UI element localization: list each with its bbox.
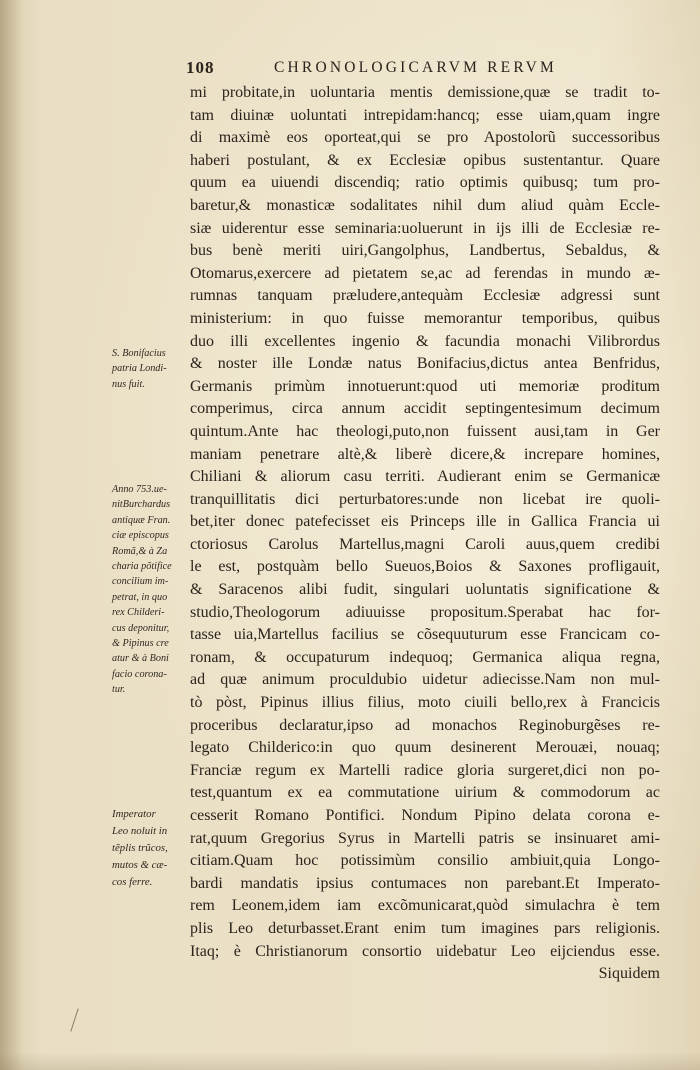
text-line: tasse uia,Martellus facilius se cõsequuturum esse Francicam co-: [190, 626, 660, 644]
text-line: test,quantum ex ea commutatione uirium & commodorum ac: [190, 784, 660, 802]
text-line: rat,quum Gregorius Syrus in Martelli patris se insinuaret ami-: [190, 829, 660, 847]
margin-note-bonifacius: [112, 346, 186, 392]
margin-note-line: cus deponitur,: [112, 622, 170, 634]
margin-note-line: antiquæ Fran.: [112, 514, 171, 526]
page-bottom-shade: [0, 1052, 700, 1070]
text-line: rem Leonem,idem iam excõmunicarat,quòd simulachra è tem: [190, 897, 660, 915]
margin-note-line: concilium im-: [112, 576, 169, 588]
margin-note-line: cos ferre.: [112, 876, 153, 888]
margin-note-line: atur & à Boni: [112, 653, 169, 665]
text-line: ctoriosus Carolus Martellus,magni Caroli auus,quem credibi: [190, 535, 660, 553]
text-line: tò pòst, Pipinus illius filius, moto ciuili bello,rex à Francicis: [190, 694, 660, 712]
text-line: cesserit Romano Pontifici. Nondum Pipino delata corona e-: [190, 807, 660, 824]
margin-note-line: S. Bonifacius: [112, 348, 166, 359]
running-head: CHRONOLOGICARVM RERVM: [274, 59, 558, 76]
text-line: le est, postquàm bello Sueuos,Boios & Saxones profligauit,: [190, 558, 660, 576]
text-line: Chiliani & aliorum casu territi. Audierant enim se Germanicæ: [190, 468, 660, 486]
margin-note-line: Anno 753.ue-: [112, 484, 167, 495]
text-line: bardi mandatis ipsius contumaces non parebant.Et Imperato-: [190, 874, 660, 892]
margin-note-line: Imperator: [112, 808, 156, 820]
margin-note-imperator-leo: [112, 806, 186, 891]
text-line: proceribus declaratur,ipso ad monachos Reginoburgẽses re-: [190, 716, 660, 734]
ink-mark: [70, 1008, 78, 1031]
text-line: Germanis primùm innotuerunt:quod uti memoriæ proditum: [190, 377, 660, 395]
main-text-block: [190, 82, 660, 986]
text-line: mi probitate,in uoluntaria mentis demissione,quæ se tradit to-: [190, 84, 660, 101]
text-line: & Saracenos alibi fudit, singulari uoluntatis significatione &: [190, 581, 660, 599]
text-line: ad quæ animum proculdubio uidetur adiecisse.Nam non mul-: [190, 671, 660, 689]
text-line: Itaq; è Christianorum consortio uidebatur Leo eijciendus esse.: [190, 942, 660, 960]
text-line: tranquillitatis dici perturbatores:unde non licebat ire quoli-: [190, 490, 660, 508]
text-line: haberi postulant, & ex Ecclesiæ opibus sustentantur. Quare: [190, 151, 660, 169]
text-line: plis Leo deturbasset.Erant enim tum imagines pars religionis.: [190, 919, 660, 937]
text-line: rumnas tanquam præludere,antequàm Ecclesiæ adgressi sunt: [190, 287, 660, 305]
margin-note-line: tur.: [112, 684, 126, 696]
text-line: tam diuinæ uoluntati intrepidam:hancq; esse uiam,quam ingre: [190, 106, 660, 124]
margin-note-line: rex Childeri-: [112, 607, 165, 619]
text-line: bet,iter donec patefecisset eis Princeps ille in Gallica Francia ui: [190, 513, 660, 531]
margin-note-line: Romã,& à Za: [112, 545, 168, 557]
text-line: siæ uiderentur esse seminaria:uoluerunt in ijs illi de Ecclesiæ re-: [190, 219, 660, 237]
text-line: di maximè eos oporteat,qui se pro Apostolorũ successoribus: [190, 129, 660, 147]
margin-note-line: ciæ episcopus: [112, 530, 169, 542]
text-line: Franciæ regum ex Martelli radice gloria surgeret,dici non po-: [190, 761, 660, 779]
text-line: Otomarus,exercere ad pietatem se,ac ad ferendas in mundo æ-: [190, 264, 660, 282]
text-line: studio,Theologorum adiuuisse propositum.Sperabat hac for-: [190, 603, 660, 621]
page-number: 108: [186, 58, 215, 77]
text-line: ronam, & occupaturum indequoq; Germanica aliqua regna,: [190, 648, 660, 666]
margin-note-line: petrat, in quo: [112, 591, 168, 603]
text-line: citiam.Quam hoc potissimùm consilio ambiuit,quia Longo-: [190, 852, 660, 870]
text-line: maniam penetrare altè,& liberè dicere,& increpare homines,: [190, 445, 660, 463]
margin-note-line: facio corona-: [112, 668, 167, 680]
text-line: quintum.Ante hac theologi,puto,non fuissent ausi,tam in Ger: [190, 422, 660, 440]
text-line: bus benè meriti uiri,Gangolphus, Landbertus, Sebaldus, &: [190, 242, 660, 260]
gutter-shadow: [0, 0, 22, 1070]
text-line: legato Childerico:in quo quum desinerent Merouæi, nouaq;: [190, 739, 660, 757]
text-line: baretur,& monasticæ sodalitates nihil dum aliud quàm Eccle-: [190, 196, 660, 214]
text-line: quum ea uiuendi discendiq; ratio optimis quibusq; tum pro-: [190, 174, 660, 192]
margin-note-line: Leo noluit in: [112, 825, 168, 837]
margin-note-line: tẽplis trũcos,: [112, 842, 168, 854]
margin-note-line: & Pipinus cre: [112, 638, 169, 650]
margin-note-line: mutos & cæ-: [112, 859, 168, 871]
margin-note-anno-753: [112, 482, 186, 698]
margin-note-line: patria Londi-: [112, 363, 167, 375]
page-header: [186, 58, 606, 82]
text-line: comperimus, circa annum accidit septingentesimum decimum: [190, 400, 660, 418]
text-line: duo illi excellentes ingenio & facundia monachi Vilibrordus: [190, 332, 660, 350]
margin-note-line: nus fuit.: [112, 378, 145, 390]
text-line: ministerium: in quo fuisse memorantur temporibus, quibus: [190, 309, 660, 327]
text-line: & noster ille Londæ natus Bonifacius,dictus antea Benfridus,: [190, 355, 660, 373]
margin-note-line: nitBurchardus: [112, 499, 171, 511]
margin-note-line: charia põtifice: [112, 561, 172, 573]
catchword: Siquidem: [598, 965, 660, 983]
